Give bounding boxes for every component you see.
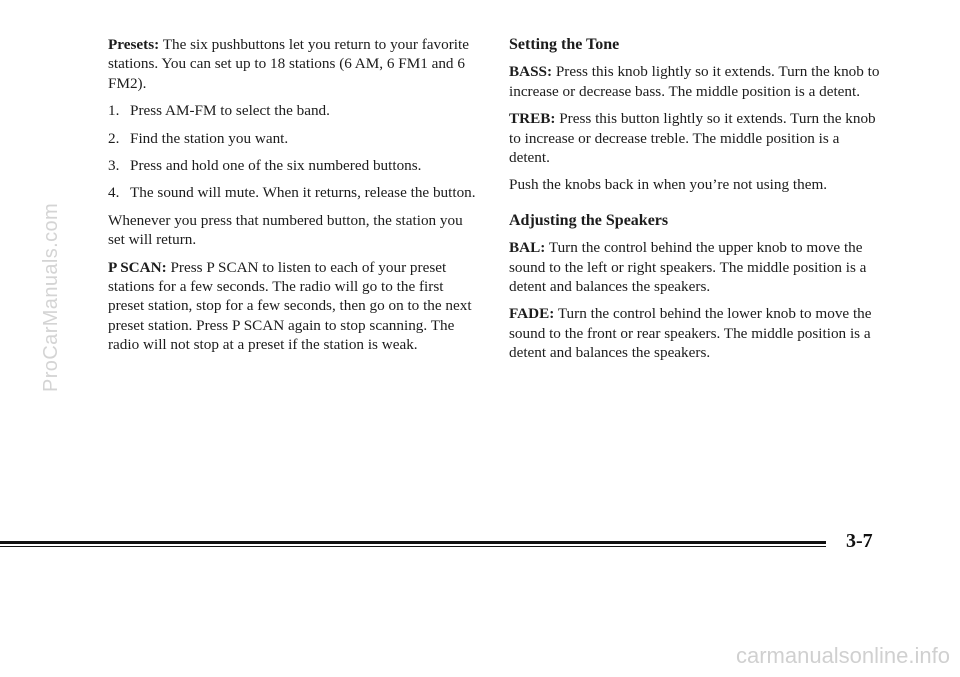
bal-paragraph bbox=[509, 238, 881, 296]
page-number: 3-7 bbox=[846, 530, 873, 552]
step-number: 3. bbox=[108, 157, 120, 175]
step-text: Press AM-FM to select the band. bbox=[130, 102, 330, 120]
step-number: 4. bbox=[108, 184, 120, 202]
list-item bbox=[108, 156, 480, 175]
pscan-text: Press P SCAN to listen to each of your preset stations for a few seconds. The radio will go to the first preset station, stop for a few seconds, then go on to the next preset station. Press P SCAN again to stop scanning. The radio will not stop at a preset if the station is weak. bbox=[108, 258, 472, 354]
footer-rule-thin bbox=[0, 546, 826, 547]
list-item bbox=[108, 129, 480, 148]
right-column bbox=[509, 35, 881, 371]
bottom-watermark: carmanualsonline.info bbox=[735, 643, 950, 668]
push-knobs-paragraph: Push the knobs back in when you’re not using them. bbox=[509, 176, 828, 194]
tone-heading: Setting the Tone bbox=[509, 36, 620, 53]
preset-steps-list bbox=[108, 101, 480, 203]
bass-paragraph bbox=[509, 62, 881, 101]
treb-text: Press this button lightly so it extends. Turn the knob to increase or decrease treble. The middle position is a detent. bbox=[509, 110, 876, 167]
speakers-heading: Adjusting the Speakers bbox=[509, 211, 669, 229]
list-item bbox=[108, 101, 480, 120]
list-item bbox=[108, 183, 480, 202]
treb-paragraph bbox=[509, 109, 881, 167]
left-column bbox=[108, 35, 480, 363]
presets-term: Presets: bbox=[108, 36, 160, 53]
whenever-paragraph: Whenever you press that numbered button, the station you set will return. bbox=[108, 211, 463, 249]
presets-paragraph bbox=[108, 35, 480, 93]
bal-text: Turn the control behind the upper knob to move the sound to the left or right speakers. The middle position is a detent and balances the speakers. bbox=[509, 239, 867, 296]
footer-rule bbox=[0, 541, 826, 544]
step-text: Find the station you want. bbox=[130, 129, 289, 147]
vertical-watermark: ProCarManuals.com bbox=[40, 202, 62, 392]
bal-term: BAL: bbox=[509, 239, 546, 257]
fade-term: FADE: bbox=[509, 305, 555, 323]
bass-text: Press this knob lightly so it extends. Turn the knob to increase or decrease bass. The middle position is a detent. bbox=[509, 63, 880, 100]
step-number: 2. bbox=[108, 129, 120, 147]
pscan-paragraph bbox=[108, 258, 480, 355]
treb-term: TREB: bbox=[509, 110, 556, 128]
bass-term: BASS: bbox=[509, 63, 553, 81]
fade-text: Turn the control behind the lower knob to move the sound to the front or rear speakers. The middle position is a detent and balances the speakers. bbox=[509, 305, 872, 362]
step-text: The sound will mute. When it returns, release the button. bbox=[130, 184, 476, 202]
step-number: 1. bbox=[108, 102, 120, 120]
fade-paragraph bbox=[509, 304, 881, 362]
pscan-term: P SCAN: bbox=[108, 258, 167, 276]
presets-text: The six pushbuttons let you return to your favorite stations. You can set up to 18 stations (6 AM, 6 FM1 and 6 FM2). bbox=[108, 36, 469, 92]
step-text: Press and hold one of the six numbered buttons. bbox=[130, 157, 422, 175]
